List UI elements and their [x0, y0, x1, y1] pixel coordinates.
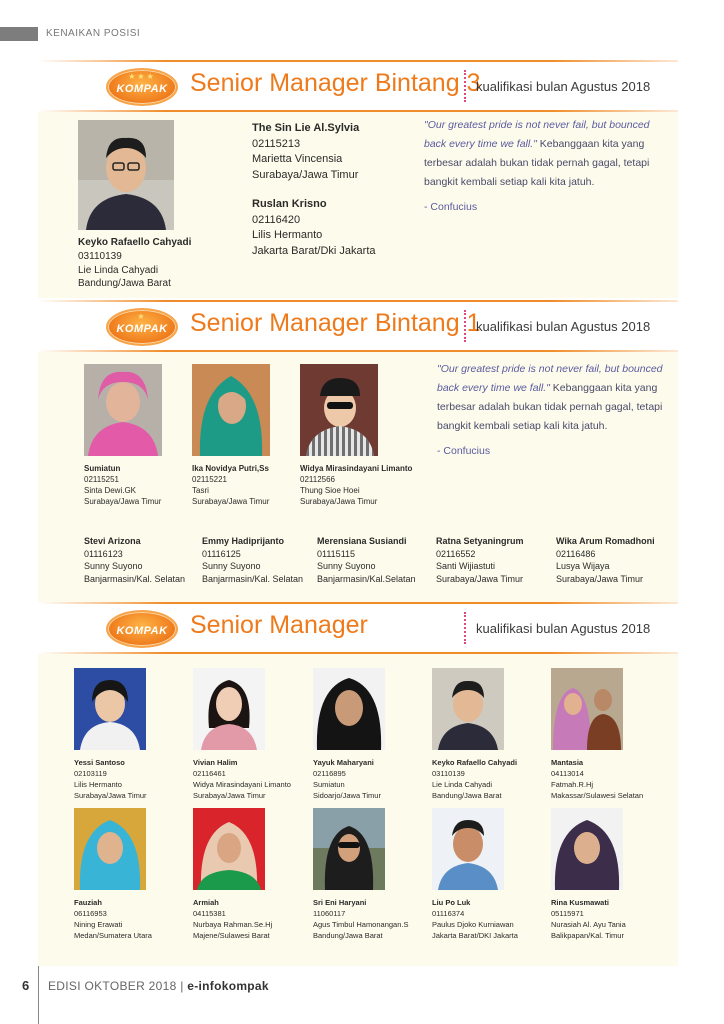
section-label: KENAIKAN POSISI — [46, 28, 141, 39]
quote-block: "Our greatest pride is not never fail, but bounced back every time we fall." Kebanggaan kita yang terbesar adalah bukan tidak pernah gagal, tetapi bangkit kembali setiap kali kita jatuh. - Confucius — [437, 363, 663, 457]
member-entry: Fauziah 06116953 Nining Erawati Medan/Sumatera Utara — [74, 898, 152, 940]
member-entry: Vivian Halim 02116461 Widya Mirasindayani Limanto Surabaya/Jawa Timur — [193, 758, 291, 800]
member-entry: Ruslan Krisno 02116420 Lilis Hermanto Jakarta Barat/Dki Jakarta — [252, 198, 376, 257]
kompak-logo: ★★★ KOMPAK — [106, 68, 178, 106]
section-title: Senior Manager — [190, 611, 368, 639]
brand-name: kompak — [221, 979, 269, 993]
member-photo — [193, 808, 265, 890]
member-entry: Ika Novidya Putri,Ss 02115221 Tasri Surabaya/Jawa Timur — [192, 464, 270, 506]
kompak-logo: KOMPAK — [106, 610, 178, 648]
member-photo — [432, 668, 504, 750]
divider — [464, 310, 466, 342]
member-entry: Ratna Setyaningrum 02116552 Santi Wijiastuti Surabaya/Jawa Timur — [436, 536, 524, 584]
header-sm-bintang-1 — [38, 300, 678, 352]
section-title: Senior Manager Bintang 3 — [190, 69, 481, 97]
member-entry: Rina Kusmawati 05115971 Nurasiah Al. Ayu Tania Balikpapan/Kal. Timur — [551, 898, 626, 940]
member-photo — [313, 668, 385, 750]
member-photo — [551, 808, 623, 890]
header-senior-manager — [38, 602, 678, 654]
member-photo — [74, 808, 146, 890]
member-entry: Sumiatun 02115251 Sinta Dewi.GK Surabaya/Jawa Timur — [84, 464, 162, 506]
section-title: Senior Manager Bintang 1 — [190, 309, 481, 337]
member-photo — [551, 668, 623, 750]
kompak-logo: ★ KOMPAK — [106, 308, 178, 346]
member-entry: Merensiana Susiandi 01115115 Sunny Suyono Banjarmasin/Kal.Selatan — [317, 536, 416, 584]
member-photo — [192, 364, 270, 456]
member-photo — [432, 808, 504, 890]
page-number: 6 — [22, 978, 30, 993]
brand-prefix: e-info — [187, 979, 222, 993]
section-marker — [0, 27, 38, 41]
member-entry: Emmy Hadiprijanto 01116125 Sunny Suyono Banjarmasin/Kal. Selatan — [202, 536, 304, 584]
qualification-label: kualifikasi bulan Agustus 2018 — [476, 319, 651, 334]
member-entry: Widya Mirasindayani Limanto 02112566 Thung Sioe Hoei Surabaya/Jawa Timur — [300, 464, 413, 506]
member-entry: Sri Eni Haryani 11060117 Agus Timbul Hamonangan.S Bandung/Jawa Barat — [313, 898, 409, 940]
member-entry: Yessi Santoso 02103119 Lilis Hermanto Surabaya/Jawa Timur — [74, 758, 147, 800]
member-photo — [74, 668, 146, 750]
divider — [464, 612, 466, 644]
footer-edition: EDISI OKTOBER 2018 | e-infokompak — [48, 979, 269, 993]
quote-block: "Our greatest pride is not never fail, but bounced back every time we fall." Kebanggaan kita yang terbesar adalah bukan tidak pernah gagal, tetapi bangkit kembali setiap kali kita jatuh. - Confucius — [424, 119, 650, 213]
member-entry: Yayuk Maharyani 02116895 Sumiatun Sidoarjo/Jawa Timur — [313, 758, 381, 800]
header-sm-bintang-3 — [38, 60, 678, 112]
member-entry: Mantasia 04113014 Fatmah.R.Hj Makassar/Sulawesi Selatan — [551, 758, 644, 800]
divider — [464, 70, 466, 102]
qualification-label: kualifikasi bulan Agustus 2018 — [476, 621, 651, 636]
footer-divider — [38, 966, 39, 1024]
member-entry: Liu Po Luk 01116374 Paulus Djoko Kurniawan Jakarta Barat/DKI Jakarta — [432, 898, 518, 940]
featured-member: Keyko Rafaello Cahyadi 03110139 Lie Linda Cahyadi Bandung/Jawa Barat — [78, 237, 192, 290]
member-entry: Stevi Arizona 01116123 Sunny Suyono Banjarmasin/Kal. Selatan — [84, 536, 186, 584]
qualification-label: kualifikasi bulan Agustus 2018 — [476, 79, 651, 94]
member-entry: Keyko Rafaello Cahyadi 03110139 Lie Linda Cahyadi Bandung/Jawa Barat — [432, 758, 518, 800]
member-entry: Armiah 04115381 Nurbaya Rahman.Se.Hj Majene/Sulawesi Barat — [193, 898, 273, 940]
member-photo — [78, 120, 174, 230]
member-entry: Wika Arum Romadhoni 02116486 Lusya Wijaya Surabaya/Jawa Timur — [556, 536, 655, 584]
member-photo — [313, 808, 385, 890]
member-entry: The Sin Lie Al.Sylvia 02115213 Marietta Vincensia Surabaya/Jawa Timur — [252, 122, 360, 181]
member-photo — [193, 668, 265, 750]
member-photo — [300, 364, 378, 456]
member-photo — [84, 364, 162, 456]
